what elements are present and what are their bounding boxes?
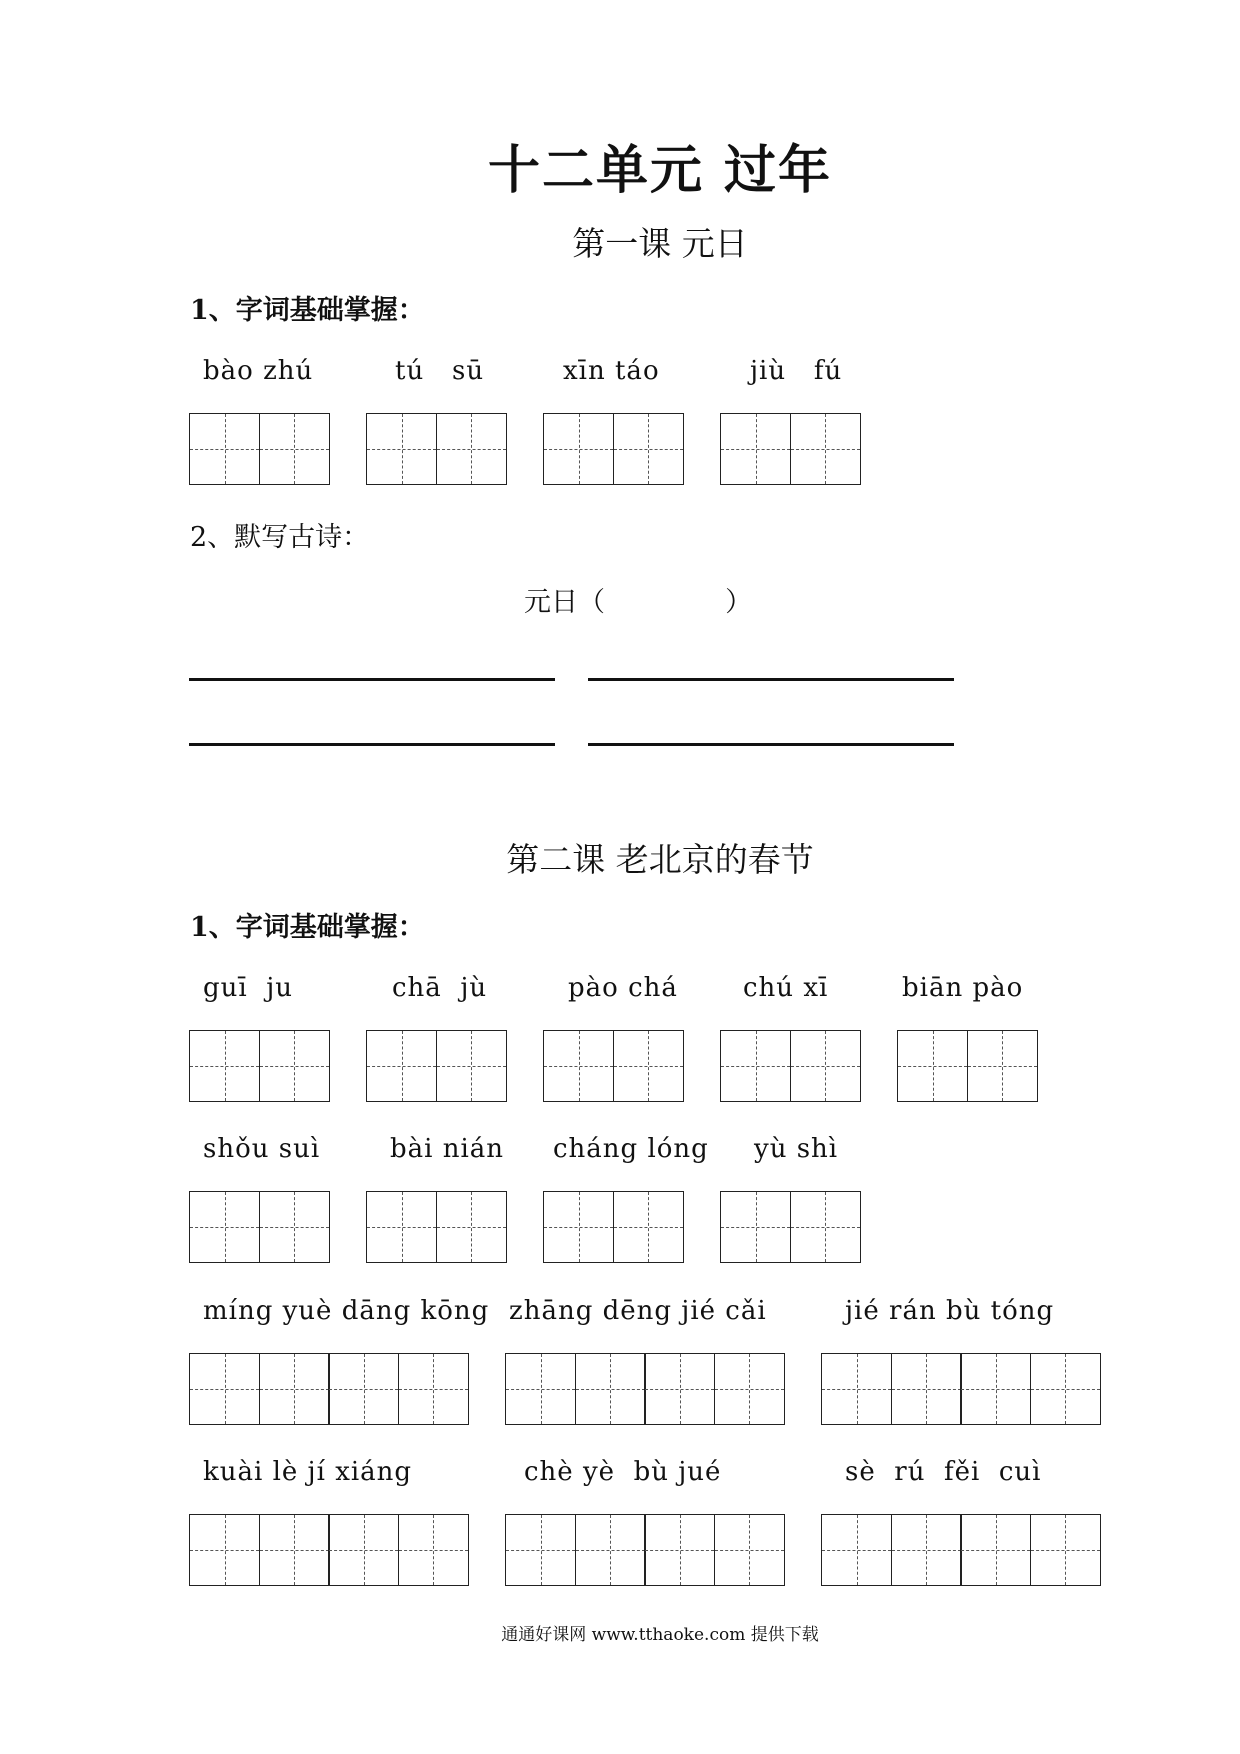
tianzi-cell[interactable] [189, 1353, 260, 1425]
writing-grid[interactable] [897, 1030, 1036, 1102]
poem-write-line[interactable] [588, 678, 954, 681]
pinyin-label: shǒu suì [203, 1134, 321, 1164]
tianzi-cell[interactable] [259, 1191, 330, 1263]
writing-grid[interactable] [821, 1353, 1099, 1425]
lesson1-section2-heading: 2、默写古诗： [190, 522, 370, 553]
pinyin-label: míng yuè dāng kōng [203, 1296, 490, 1326]
writing-grid[interactable] [505, 1353, 783, 1425]
writing-grid[interactable] [720, 1191, 859, 1263]
tianzi-cell[interactable] [366, 413, 437, 485]
tianzi-cell[interactable] [398, 1353, 469, 1425]
pinyin-label: chú xī [743, 973, 829, 1003]
tianzi-cell[interactable] [1030, 1353, 1101, 1425]
pinyin-label: chā jù [392, 973, 488, 1003]
tianzi-cell[interactable] [189, 413, 260, 485]
tianzi-cell[interactable] [505, 1514, 576, 1586]
tianzi-cell[interactable] [259, 1030, 330, 1102]
pinyin-label: biān pào [902, 973, 1024, 1003]
pinyin-label: pào chá [568, 973, 678, 1003]
poem-title: 元日（ ） [524, 587, 753, 618]
pinyin-label: xīn táo [563, 356, 660, 386]
pinyin-label: bào zhú [203, 356, 314, 386]
tianzi-cell[interactable] [575, 1353, 646, 1425]
tianzi-cell[interactable] [790, 1030, 861, 1102]
tianzi-cell[interactable] [1030, 1514, 1101, 1586]
pinyin-label: zhāng dēng jié cǎi [509, 1296, 767, 1326]
writing-grid[interactable] [720, 413, 859, 485]
writing-grid[interactable] [505, 1514, 783, 1586]
tianzi-cell[interactable] [644, 1353, 715, 1425]
lesson2-title: 第二课 老北京的春节 [506, 840, 814, 879]
tianzi-cell[interactable] [613, 1030, 684, 1102]
tianzi-cell[interactable] [366, 1030, 437, 1102]
tianzi-cell[interactable] [714, 1514, 785, 1586]
tianzi-cell[interactable] [543, 1191, 614, 1263]
tianzi-cell[interactable] [720, 413, 791, 485]
pinyin-label: chè yè bù jué [524, 1457, 722, 1487]
writing-grid[interactable] [543, 413, 682, 485]
tianzi-cell[interactable] [505, 1353, 576, 1425]
writing-grid[interactable] [189, 1514, 467, 1586]
tianzi-cell[interactable] [543, 1030, 614, 1102]
poem-write-line[interactable] [189, 743, 555, 746]
tianzi-cell[interactable] [960, 1514, 1031, 1586]
writing-grid[interactable] [543, 1030, 682, 1102]
tianzi-cell[interactable] [543, 413, 614, 485]
pinyin-label: sè rú fěi cuì [845, 1457, 1042, 1487]
tianzi-cell[interactable] [259, 1353, 330, 1425]
poem-write-line[interactable] [588, 743, 954, 746]
tianzi-cell[interactable] [366, 1191, 437, 1263]
tianzi-cell[interactable] [259, 1514, 330, 1586]
lesson1-section1-heading: 1、字词基础掌握： [190, 295, 425, 326]
pinyin-label: bài nián [390, 1134, 505, 1164]
tianzi-cell[interactable] [821, 1514, 892, 1586]
writing-grid[interactable] [720, 1030, 859, 1102]
footer-credit: 通通好课网 www.tthaoke.com 提供下载 [501, 1625, 819, 1645]
writing-grid[interactable] [189, 1191, 328, 1263]
writing-grid[interactable] [189, 1030, 328, 1102]
tianzi-cell[interactable] [720, 1191, 791, 1263]
tianzi-cell[interactable] [821, 1353, 892, 1425]
tianzi-cell[interactable] [189, 1191, 260, 1263]
writing-grid[interactable] [821, 1514, 1099, 1586]
tianzi-cell[interactable] [189, 1030, 260, 1102]
tianzi-cell[interactable] [790, 1191, 861, 1263]
tianzi-cell[interactable] [790, 413, 861, 485]
tianzi-cell[interactable] [891, 1514, 962, 1586]
pinyin-label: guī ju [203, 973, 294, 1003]
tianzi-cell[interactable] [644, 1514, 715, 1586]
writing-grid[interactable] [366, 1191, 505, 1263]
tianzi-cell[interactable] [967, 1030, 1038, 1102]
tianzi-cell[interactable] [613, 413, 684, 485]
pinyin-label: jié rán bù tóng [845, 1296, 1055, 1326]
poem-write-line[interactable] [189, 678, 555, 681]
tianzi-cell[interactable] [328, 1353, 399, 1425]
writing-grid[interactable] [189, 1353, 467, 1425]
tianzi-cell[interactable] [613, 1191, 684, 1263]
tianzi-cell[interactable] [575, 1514, 646, 1586]
tianzi-cell[interactable] [259, 413, 330, 485]
pinyin-label: cháng lóng [553, 1134, 709, 1164]
tianzi-cell[interactable] [897, 1030, 968, 1102]
tianzi-cell[interactable] [328, 1514, 399, 1586]
tianzi-cell[interactable] [714, 1353, 785, 1425]
writing-grid[interactable] [366, 413, 505, 485]
tianzi-cell[interactable] [189, 1514, 260, 1586]
unit-title: 十二单元 过年 [487, 141, 833, 201]
tianzi-cell[interactable] [960, 1353, 1031, 1425]
pinyin-label: kuài lè jí xiáng [203, 1457, 413, 1487]
tianzi-cell[interactable] [436, 413, 507, 485]
writing-grid[interactable] [543, 1191, 682, 1263]
writing-grid[interactable] [366, 1030, 505, 1102]
tianzi-cell[interactable] [891, 1353, 962, 1425]
tianzi-cell[interactable] [436, 1030, 507, 1102]
pinyin-label: jiù fú [750, 356, 843, 386]
pinyin-label: tú sū [395, 356, 485, 386]
pinyin-label: yù shì [754, 1134, 839, 1164]
tianzi-cell[interactable] [436, 1191, 507, 1263]
writing-grid[interactable] [189, 413, 328, 485]
tianzi-cell[interactable] [720, 1030, 791, 1102]
lesson1-title: 第一课 元日 [572, 224, 748, 263]
lesson2-section1-heading: 1、字词基础掌握： [190, 912, 425, 943]
tianzi-cell[interactable] [398, 1514, 469, 1586]
